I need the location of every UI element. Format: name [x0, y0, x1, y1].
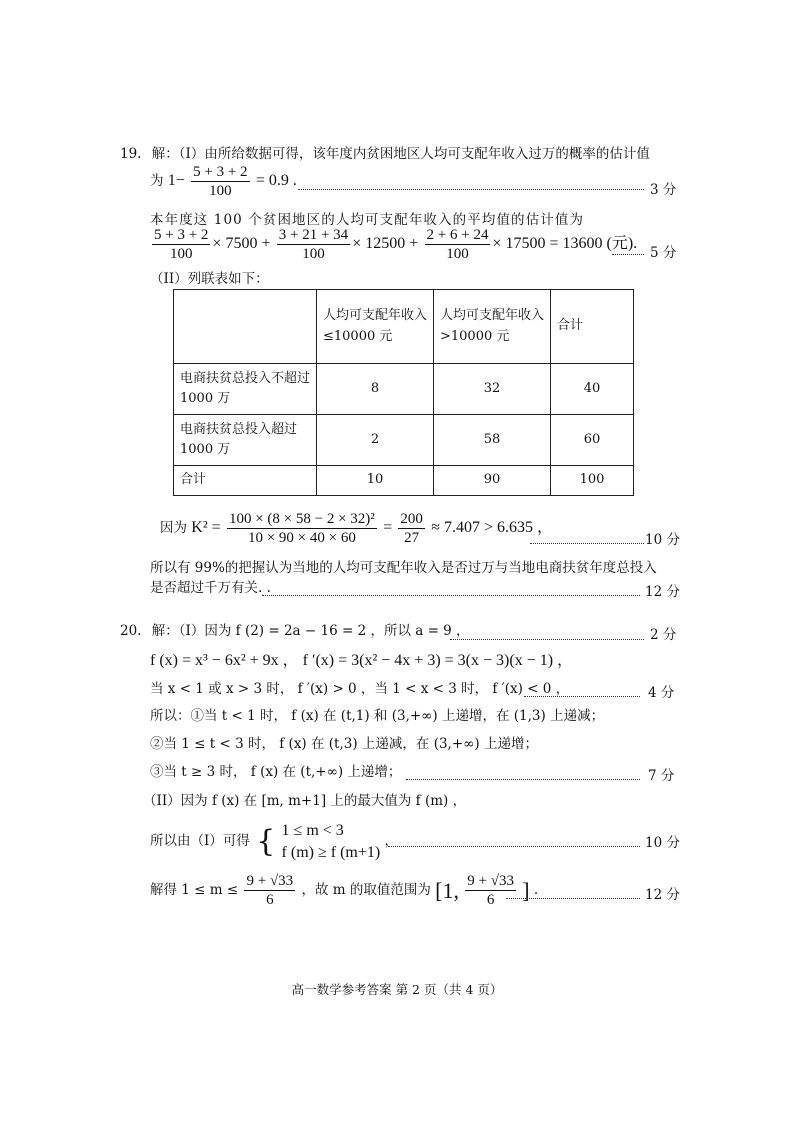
prob-fraction-den: 100: [209, 183, 232, 199]
score-3: 3 分: [650, 182, 677, 198]
mean-frac-1-den: 100: [169, 246, 193, 262]
q19-header: [120, 146, 650, 163]
k2-symbol: K² =: [191, 519, 221, 536]
score-12: 12 分: [645, 887, 680, 903]
table-cell: 合计: [174, 466, 317, 496]
mean-frac-3-num: 2 + 6 + 24: [426, 227, 489, 243]
page-footer: 高一数学参考答案 第 2 页（共 4 页）: [291, 982, 503, 997]
estimate-prefix: 为: [150, 173, 164, 189]
conclusion-line1: 所以有 99%的把握认为当地的人均可支配年收入是否过万与当地电商扶贫年度总投入: [150, 560, 657, 576]
system-prefix: 所以由（I）可得: [150, 833, 250, 850]
q19-lead: 解：（I）由所给数据可得，该年度内贫困地区人均可支配年收入过万的概率的估计值: [151, 146, 650, 162]
k2-fraction-num: 100 × (8 × 58 − 2 × 32)²: [228, 511, 375, 527]
table-row: [174, 466, 634, 496]
k2-result: ≈ 7.407 > 6.635 ，: [431, 519, 554, 536]
q20-sign: 当 x < 1 或 x > 3 时， f ′(x) > 0 ，当 1 < x < 3 时， f ′(x) < 0 ，: [150, 681, 570, 697]
q20-case3: ③当 t ≥ 3 时， f (x) 在 (t,+∞) 上递增；: [150, 764, 402, 780]
q20-part2: （II）因为 f (x) 在 [m, m+1] 上的最大值为 f (m) ，: [143, 793, 467, 809]
solution-mid: ，故 m 的取值范围为: [301, 882, 431, 899]
table-cell: 32: [434, 364, 551, 415]
mean-frac-1-num: 5 + 3 + 2: [154, 227, 209, 243]
score-2: 2 分: [650, 627, 677, 643]
one-minus: 1−: [167, 172, 185, 189]
q20-line1-text: 解：（I）因为 f (2) = 2a − 16 = 2 ，所以 a = 9 ，: [151, 623, 470, 639]
q20-number: 20.: [120, 623, 142, 639]
contingency-table: [173, 289, 634, 496]
table-row: [174, 364, 634, 415]
k2-eq: =: [383, 519, 393, 536]
inequality-system: [282, 820, 381, 863]
system-line-2: f (m) ≥ f (m+1): [281, 843, 381, 861]
mean-frac-2-num: 3 + 21 + 34: [278, 227, 349, 243]
solution-prefix: 解得 1 ≤ m ≤: [150, 882, 239, 899]
solution-fraction: [244, 872, 295, 909]
mean-frac-2-den: 100: [302, 246, 325, 262]
range-fraction: [465, 872, 516, 909]
score-4: 4 分: [648, 685, 675, 701]
dot-leader: [262, 593, 640, 596]
mean-frac-3-den: 100: [446, 246, 469, 262]
q19-mean-text: 本年度这 100 个贫困地区的人均可支配年收入的平均值的估计值为: [150, 212, 585, 228]
dot-leader: [388, 844, 640, 847]
table-cell: [174, 290, 317, 364]
solution-fraction-num: 9 + √33: [246, 873, 294, 889]
table-row: [174, 415, 634, 466]
table-cell: 电商扶贫总投入超过 1000 万: [174, 415, 317, 466]
q20-system: [150, 820, 398, 863]
table-cell: 100: [551, 466, 634, 496]
score-10: 10 分: [645, 835, 680, 851]
mean-term-1: × 7500 +: [212, 235, 271, 252]
dot-leader: [612, 252, 644, 255]
table-row: [174, 290, 634, 364]
range-right: ]: [522, 877, 530, 903]
q20-case1: 所以：①当 t < 1 时， f (x) 在 (t,1) 和 (3,+∞) 上递增，在 (1,3) 上递减；: [150, 708, 605, 724]
table-cell: 合计: [551, 290, 634, 364]
table-cell: 10: [317, 466, 434, 496]
prob-fraction: [191, 163, 249, 200]
part2-title: （II）列联表如下：: [150, 271, 269, 287]
table-cell: 2: [317, 415, 434, 466]
table-cell: 58: [434, 415, 551, 466]
dot-leader: [298, 187, 644, 190]
prob-fraction-num: 5 + 3 + 2: [193, 164, 248, 180]
k2-prefix: 因为: [160, 520, 187, 536]
mean-frac-3: [425, 226, 491, 263]
table-cell: 60: [551, 415, 634, 466]
dot-leader: [506, 896, 640, 899]
q20-solution: [150, 872, 538, 909]
left-brace: {: [256, 823, 276, 859]
range-fraction-den: 6: [486, 892, 495, 908]
q19-number: 19.: [120, 146, 142, 162]
solution-end: .: [533, 882, 539, 899]
estimate-result: = 0.9 .: [255, 172, 297, 189]
mean-term-2: × 12500 +: [352, 235, 419, 252]
system-line-1: 1 ≤ m < 3: [281, 822, 344, 839]
k2-fraction-2-num: 200: [400, 511, 423, 527]
k2-formula: [160, 510, 553, 547]
mean-frac-2: [277, 226, 350, 263]
q20-case2: ②当 1 ≤ t < 3 时， f (x) 在 (t,3) 上递减，在 (3,+∞) 上递增；: [150, 736, 538, 752]
table-cell: 90: [434, 466, 551, 496]
table-cell: 人均可支配年收入>10000 元: [434, 290, 551, 364]
range-fraction-num: 9 + √33: [467, 873, 514, 889]
table-cell: 8: [317, 364, 434, 415]
table-cell: 人均可支配年收入≤10000 元: [317, 290, 434, 364]
solution-fraction-den: 6: [266, 892, 274, 908]
conclusion-line2: 是否超过千万有关. .: [150, 580, 271, 596]
score-10: 10 分: [645, 532, 680, 548]
dot-leader: [450, 637, 644, 640]
mean-frac-1: [152, 226, 210, 263]
k2-fraction-2-den: 27: [404, 530, 420, 546]
dot-leader: [530, 541, 644, 544]
score-5: 5 分: [650, 245, 677, 261]
k2-fraction: [227, 510, 377, 547]
q19-estimate: [150, 163, 297, 200]
score-12: 12 分: [645, 584, 680, 600]
system-suffix: ，: [384, 833, 398, 850]
dot-leader: [524, 694, 640, 697]
k2-fraction-2: [398, 510, 425, 547]
dot-leader: [406, 777, 640, 780]
mean-term-3: × 17500 = 13600 (元).: [492, 235, 638, 252]
table-cell: 电商扶贫总投入不超过 1000 万: [174, 364, 317, 415]
q20-derivative: f (x) = x³ − 6x² + 9x ， f ′(x) = 3(x² − 4x + 3) = 3(x − 3)(x − 1) ，: [150, 652, 574, 669]
range-left: [1,: [435, 877, 459, 903]
q20-line1: [120, 623, 470, 640]
table-cell: 40: [551, 364, 634, 415]
k2-fraction-den: 10 × 90 × 40 × 60: [247, 530, 356, 546]
q19-mean-formula: [150, 226, 637, 263]
score-7: 7 分: [648, 768, 675, 784]
